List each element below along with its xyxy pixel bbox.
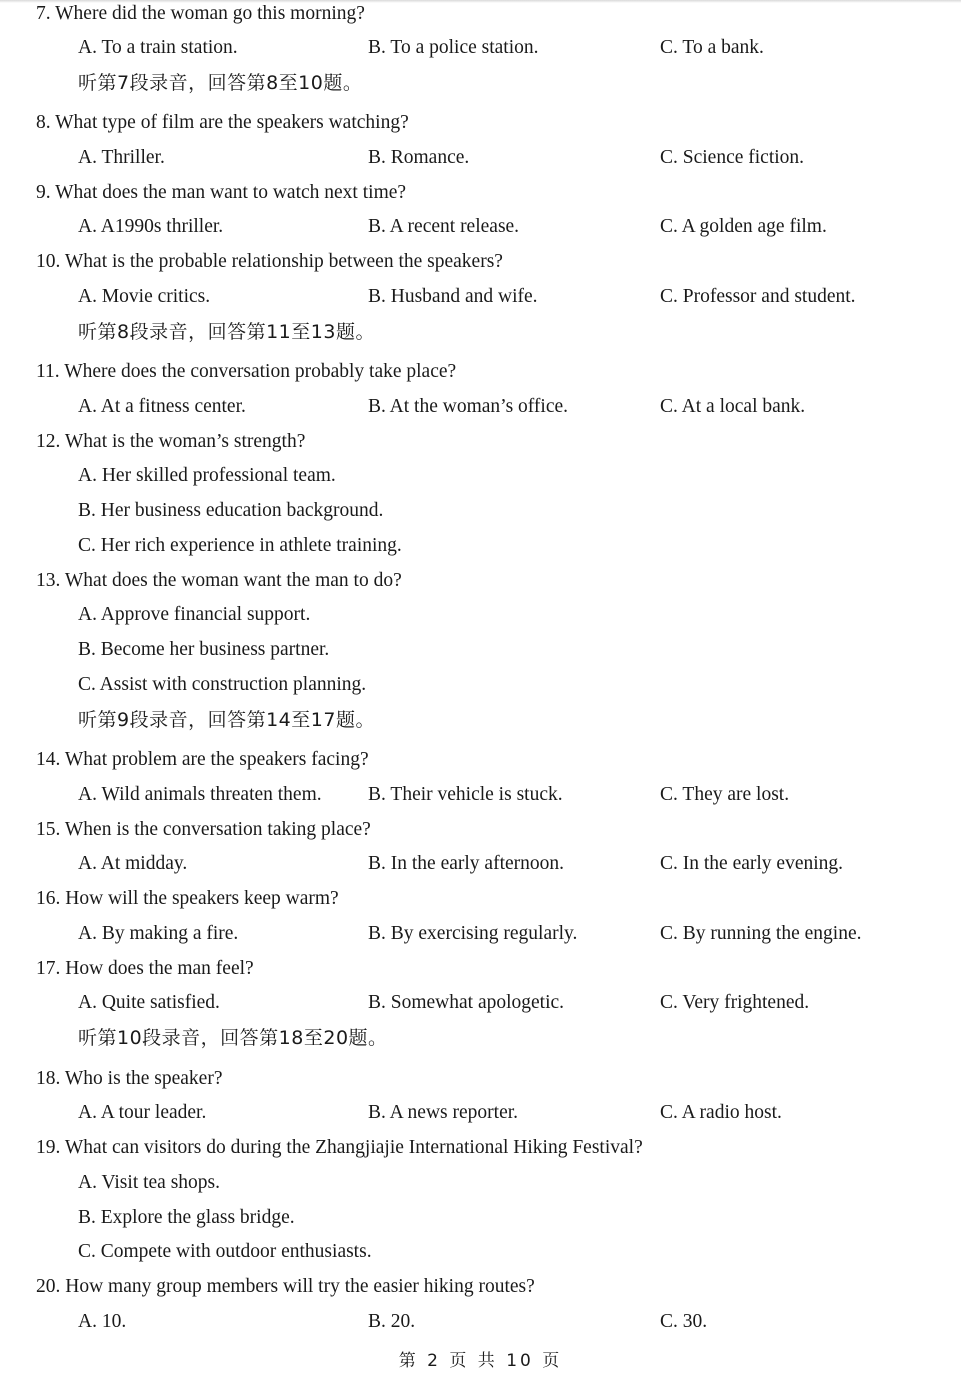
q9-option-a: A. A1990s thriller. bbox=[78, 216, 224, 237]
q12-option-c: C. Her rich experience in athlete training. bbox=[78, 535, 402, 556]
q10-option-a: A. Movie critics. bbox=[78, 286, 211, 307]
q7-option-c: C. To a bank. bbox=[660, 37, 764, 58]
q8-option-c: C. Science fiction. bbox=[660, 147, 805, 168]
q11-option-c: C. At a local bank. bbox=[660, 396, 806, 417]
question-10: 10. What is the probable relationship between the speakers? bbox=[36, 251, 503, 272]
question-13: 13. What does the woman want the man to do? bbox=[36, 570, 402, 591]
q20-option-c: C. 30. bbox=[660, 1311, 708, 1332]
section-instruction-9: 听第9段录音，回答第14至17题。 bbox=[78, 709, 375, 731]
q8-option-a: A. Thriller. bbox=[78, 147, 165, 168]
question-12: 12. What is the woman’s strength? bbox=[36, 431, 306, 452]
question-8: 8. What type of film are the speakers watching? bbox=[36, 112, 409, 133]
page-number-footer: 第 2 页 共 10 页 bbox=[398, 1351, 563, 1371]
q11-option-a: A. At a fitness center. bbox=[78, 396, 246, 417]
q16-option-b: B. By exercising regularly. bbox=[368, 923, 578, 944]
q12-option-a: A. Her skilled professional team. bbox=[78, 465, 336, 486]
q18-option-b: B. A news reporter. bbox=[368, 1102, 519, 1123]
q10-option-c: C. Professor and student. bbox=[660, 286, 856, 307]
section-instruction-7: 听第7段录音，回答第8至10题。 bbox=[78, 72, 363, 94]
q17-option-c: C. Very frightened. bbox=[660, 992, 810, 1013]
q15-option-a: A. At midday. bbox=[78, 853, 188, 874]
q9-option-b: B. A recent release. bbox=[368, 216, 520, 237]
q16-option-c: C. By running the engine. bbox=[660, 923, 862, 944]
question-11: 11. Where does the conversation probably take place? bbox=[36, 361, 457, 382]
q19-option-a: A. Visit tea shops. bbox=[78, 1172, 221, 1193]
q12-option-b: B. Her business education background. bbox=[78, 500, 384, 521]
q13-option-c: C. Assist with construction planning. bbox=[78, 674, 367, 695]
q9-option-c: C. A golden age film. bbox=[660, 216, 827, 237]
q10-option-b: B. Husband and wife. bbox=[368, 286, 538, 307]
q17-option-b: B. Somewhat apologetic. bbox=[368, 992, 565, 1013]
q18-option-c: C. A radio host. bbox=[660, 1102, 782, 1123]
q18-option-a: A. A tour leader. bbox=[78, 1102, 207, 1123]
q19-option-b: B. Explore the glass bridge. bbox=[78, 1207, 295, 1228]
question-15: 15. When is the conversation taking place? bbox=[36, 819, 371, 840]
q17-option-a: A. Quite satisfied. bbox=[78, 992, 220, 1013]
q14-option-b: B. Their vehicle is stuck. bbox=[368, 784, 563, 805]
question-16: 16. How will the speakers keep warm? bbox=[36, 888, 339, 909]
q13-option-b: B. Become her business partner. bbox=[78, 639, 330, 660]
question-17: 17. How does the man feel? bbox=[36, 958, 254, 979]
q14-option-a: A. Wild animals threaten them. bbox=[78, 784, 322, 805]
question-19: 19. What can visitors do during the Zhangjiajie International Hiking Festival? bbox=[36, 1137, 643, 1158]
q13-option-a: A. Approve financial support. bbox=[78, 604, 311, 625]
question-9: 9. What does the man want to watch next time? bbox=[36, 182, 407, 203]
q7-option-a: A. To a train station. bbox=[78, 37, 238, 58]
section-instruction-10: 听第10段录音，回答第18至20题。 bbox=[78, 1027, 388, 1049]
q14-option-c: C. They are lost. bbox=[660, 784, 790, 805]
q7-option-b: B. To a police station. bbox=[368, 37, 539, 58]
q8-option-b: B. Romance. bbox=[368, 147, 470, 168]
q20-option-a: A. 10. bbox=[78, 1311, 127, 1332]
q15-option-b: B. In the early afternoon. bbox=[368, 853, 565, 874]
question-18: 18. Who is the speaker? bbox=[36, 1068, 223, 1089]
question-14: 14. What problem are the speakers facing? bbox=[36, 749, 369, 770]
section-instruction-8: 听第8段录音，回答第11至13题。 bbox=[78, 321, 375, 343]
q20-option-b: B. 20. bbox=[368, 1311, 416, 1332]
q11-option-b: B. At the woman’s office. bbox=[368, 396, 569, 417]
q15-option-c: C. In the early evening. bbox=[660, 853, 844, 874]
question-20: 20. How many group members will try the easier hiking routes? bbox=[36, 1276, 535, 1297]
q19-option-c: C. Compete with outdoor enthusiasts. bbox=[78, 1241, 372, 1262]
question-7: 7. Where did the woman go this morning? bbox=[36, 3, 365, 24]
q16-option-a: A. By making a fire. bbox=[78, 923, 239, 944]
